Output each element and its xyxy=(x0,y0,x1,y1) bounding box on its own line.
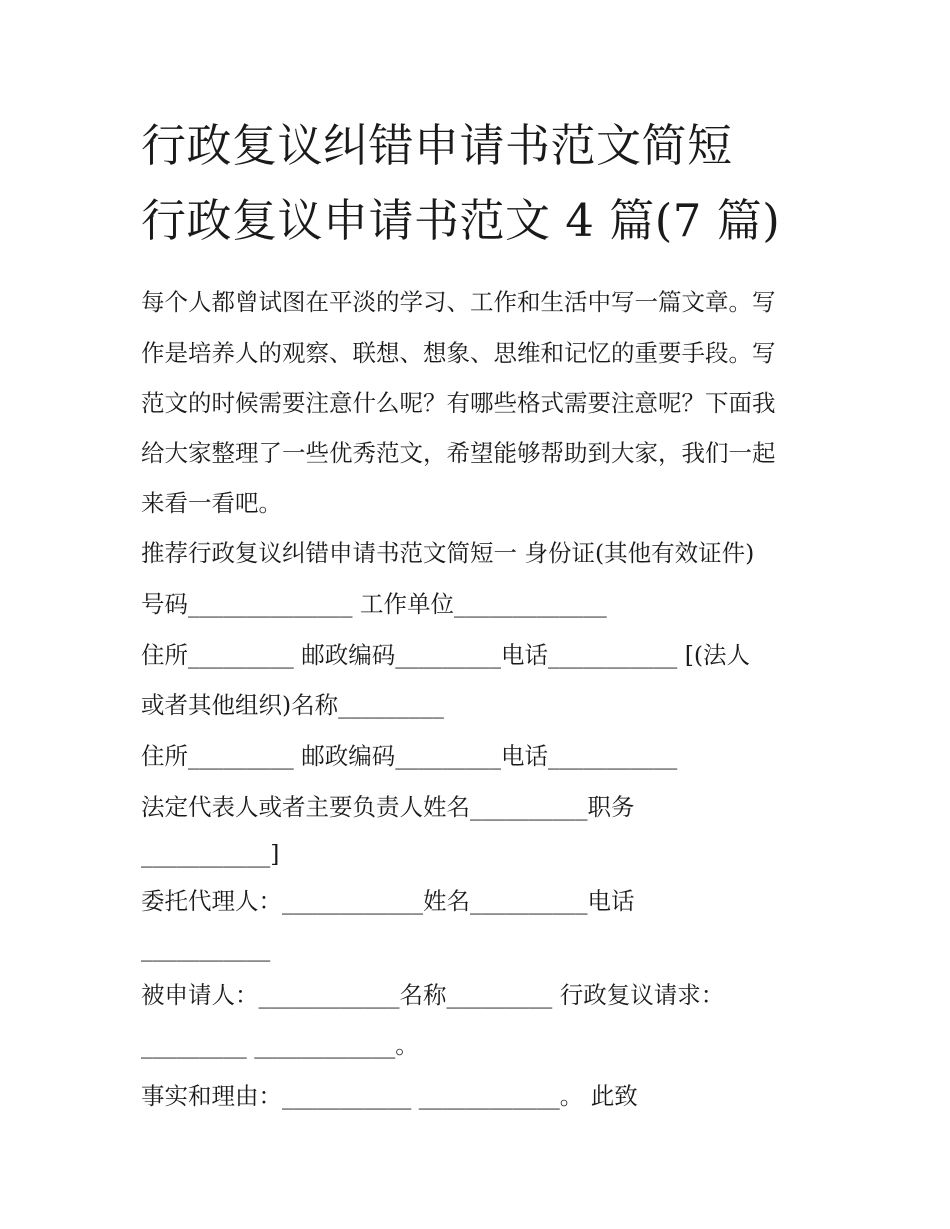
form-field-line: 被申请人：____________名称_________ 行政复议请求： xyxy=(141,981,725,1009)
intro-paragraph-line: 范文的时候需要注意什么呢？有哪些格式需要注意呢？下面我 xyxy=(141,389,776,417)
intro-paragraph-line: 作是培养人的观察、联想、想象、思维和记忆的重要手段。写 xyxy=(141,339,776,367)
form-field-line: 事实和理由：___________ ____________。 此致 xyxy=(141,1082,638,1110)
intro-paragraph-line: 给大家整理了一些优秀范文，希望能够帮助到大家，我们一起 xyxy=(141,439,776,467)
form-field-line: _________ ____________。 xyxy=(141,1031,419,1059)
form-field-line: ___________] xyxy=(141,840,280,868)
form-field-line: 住所_________ 邮政编码_________电话___________ xyxy=(141,742,678,770)
form-field-line: 号码______________ 工作单位_____________ xyxy=(141,590,607,618)
intro-paragraph-line: 来看一看吧。 xyxy=(141,489,282,517)
form-field-line: 或者其他组织)名称_________ xyxy=(141,691,444,719)
form-field-line: 委托代理人：____________姓名__________电话 xyxy=(141,887,635,915)
form-heading-line: 推荐行政复议纠错申请书范文简短一 身份证(其他有效证件) xyxy=(141,539,755,567)
form-field-line: ___________ xyxy=(141,934,271,962)
document-title-line-2: 行政复议申请书范文 4 篇(7 篇) xyxy=(141,194,781,247)
form-field-line: 住所_________ 邮政编码_________电话___________ [(法人 xyxy=(141,641,751,669)
form-field-line: 法定代表人或者主要负责人姓名__________职务 xyxy=(141,793,635,821)
document-title-line-1: 行政复议纠错申请书范文简短 xyxy=(141,119,733,172)
intro-paragraph-line: 每个人都曾试图在平淡的学习、工作和生活中写一篇文章。写 xyxy=(141,288,776,316)
